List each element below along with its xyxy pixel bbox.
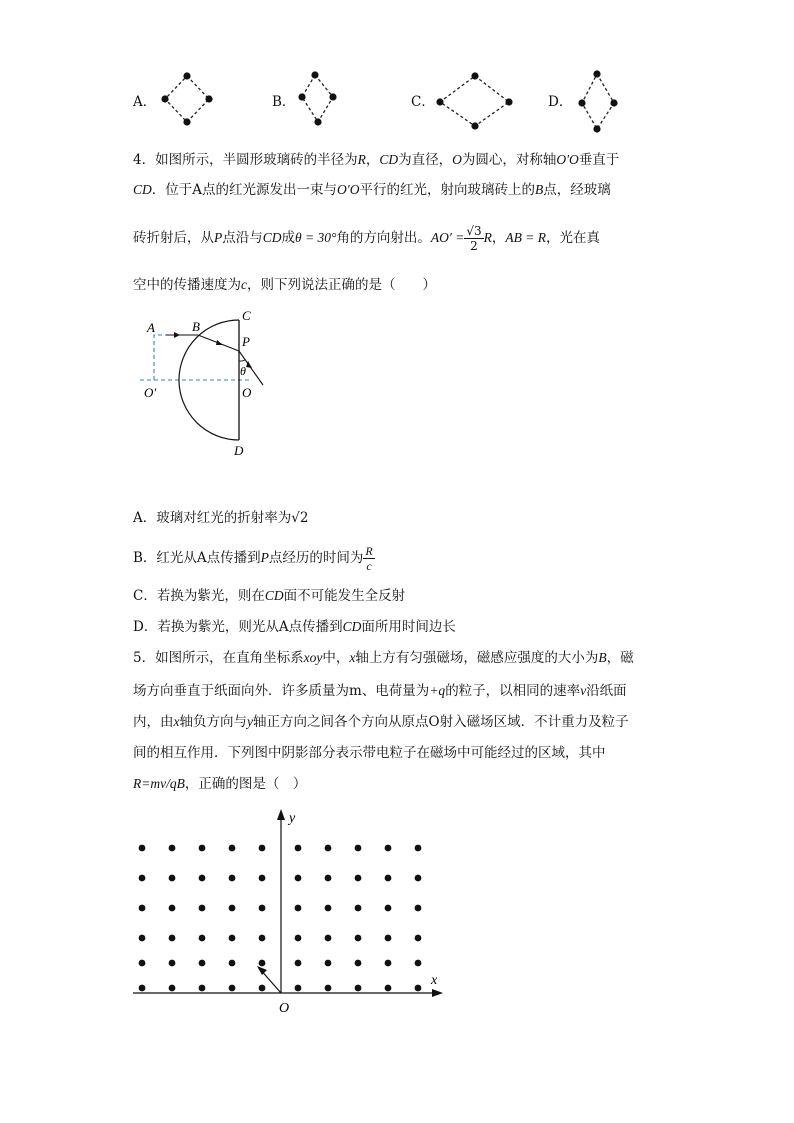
q5-line-1: 5．如图所示，在直角坐标系xoy中，x轴上方有匀强磁场，磁感应强度的大小为B，磁 (133, 650, 634, 666)
q4-option-b: B．红光从A点传播到P点经历的时间为 $\frac{R}{c}$ (133, 544, 373, 573)
option-a-label: A． (133, 94, 157, 110)
field-dot (325, 905, 332, 912)
field-dot (385, 845, 392, 852)
option-b-diagram (294, 66, 344, 132)
field-dot (259, 845, 266, 852)
fig5-label-y: y (289, 811, 296, 826)
field-dot (355, 845, 362, 852)
field-dot (229, 845, 236, 852)
fig5-label-o: O (279, 1001, 290, 1016)
field-dot (295, 935, 302, 942)
field-dot (169, 985, 176, 992)
q4-option-a: A．玻璃对红光的折射率为√2 (133, 510, 309, 526)
field-dot (385, 935, 392, 942)
field-dot (415, 875, 422, 882)
field-dot (139, 985, 146, 992)
field-dot (199, 905, 206, 912)
option-d-diagram (570, 66, 622, 136)
field-dot (259, 935, 266, 942)
field-dot (169, 935, 176, 942)
fig4-label-d: D (234, 443, 244, 458)
field-dot (415, 960, 422, 967)
field-dot (415, 905, 422, 912)
option-b-label: B． (272, 94, 296, 110)
field-dot (229, 935, 236, 942)
field-dot (325, 875, 332, 882)
fig5-label-x: x (431, 973, 438, 988)
field-dot (385, 875, 392, 882)
field-dot (199, 960, 206, 967)
fig4-label-b: B (192, 319, 200, 334)
fig4-label-a: A (147, 320, 155, 335)
option-a-diagram (158, 68, 218, 130)
field-dot (199, 875, 206, 882)
field-dot (355, 905, 362, 912)
q4-line-4: 空中的传播速度为c，则下列说法正确的是（ ） (133, 277, 436, 293)
field-dot (169, 905, 176, 912)
field-dot (385, 985, 392, 992)
fig4-label-p: P (242, 334, 250, 349)
field-dot (169, 845, 176, 852)
field-dot-grid (139, 845, 422, 992)
q5-line-4: 间的相互作用．下列图中阴影部分表示带电粒子在磁场中可能经过的区域，其中 (133, 745, 606, 761)
q5-line-2: 场方向垂直于纸面向外．许多质量为m、电荷量为+q的粒子，以相同的速率v沿纸面 (133, 683, 627, 699)
field-dot (295, 985, 302, 992)
field-dot (169, 875, 176, 882)
field-dot (385, 960, 392, 967)
field-dot (325, 985, 332, 992)
q4-line-3: 砖折射后，从P点沿与CD成θ = 30°角的方向射出。AO′ = $\frac{√3}{2}$ R，AB = R，光在真 (133, 224, 600, 253)
fig4-label-c: C (242, 308, 251, 323)
field-dot (139, 935, 146, 942)
field-dot (259, 905, 266, 912)
field-dot (295, 875, 302, 882)
field-dot (229, 985, 236, 992)
field-dot (295, 960, 302, 967)
magnetic-field-figure (128, 806, 458, 1018)
field-dot (199, 935, 206, 942)
field-dot (355, 985, 362, 992)
fig4-label-o-prime: O′ (144, 385, 157, 400)
field-dot (295, 905, 302, 912)
fig4-label-o: O (242, 385, 252, 400)
q5-line-5: R=mv/qB，正确的图是（ ） (133, 776, 307, 792)
field-dot (325, 960, 332, 967)
option-d-label: D． (548, 94, 573, 110)
field-dot (139, 875, 146, 882)
field-dot (415, 935, 422, 942)
field-dot (169, 960, 176, 967)
q4-option-d: D．若换为紫光，则光从A点传播到CD面所用时间边长 (133, 619, 456, 635)
field-dot (199, 845, 206, 852)
field-dot (259, 985, 266, 992)
r-over-c: $\frac{R}{c}$ (365, 544, 373, 573)
field-dot (385, 905, 392, 912)
option-c-label: C． (411, 94, 435, 110)
semicircle-glass-figure (138, 303, 278, 463)
q5-line-3: 内，由x轴负方向与y轴正方向之间各个方向从原点O射入磁场区域．不计重力及粒子 (133, 714, 629, 730)
field-dot (229, 905, 236, 912)
sqrt3-over-2: $\frac{√3}{2}$ (466, 224, 482, 253)
field-dot (139, 905, 146, 912)
field-dot (139, 960, 146, 967)
field-dot (199, 985, 206, 992)
field-dot (415, 985, 422, 992)
field-dot (355, 935, 362, 942)
field-dot (259, 875, 266, 882)
q4-option-c: C．若换为紫光，则在CD面不可能发生全反射 (133, 588, 406, 604)
field-dot (325, 935, 332, 942)
field-dot (355, 875, 362, 882)
fig4-label-theta: θ (240, 364, 246, 378)
field-dot (229, 875, 236, 882)
option-c-diagram (432, 66, 518, 132)
field-dot (229, 960, 236, 967)
field-dot (295, 845, 302, 852)
q4-line-2: CD．位于A点的红光源发出一束与O′O平行的红光，射向玻璃砖上的B点，经玻璃 (133, 182, 611, 198)
field-dot (325, 845, 332, 852)
field-dot (259, 960, 266, 967)
field-dot (415, 845, 422, 852)
field-dot (355, 960, 362, 967)
q4-line-1: 4．如图所示，半圆形玻璃砖的半径为R，CD为直径，O为圆心，对称轴O′O垂直于 (133, 152, 620, 168)
field-dot (139, 845, 146, 852)
